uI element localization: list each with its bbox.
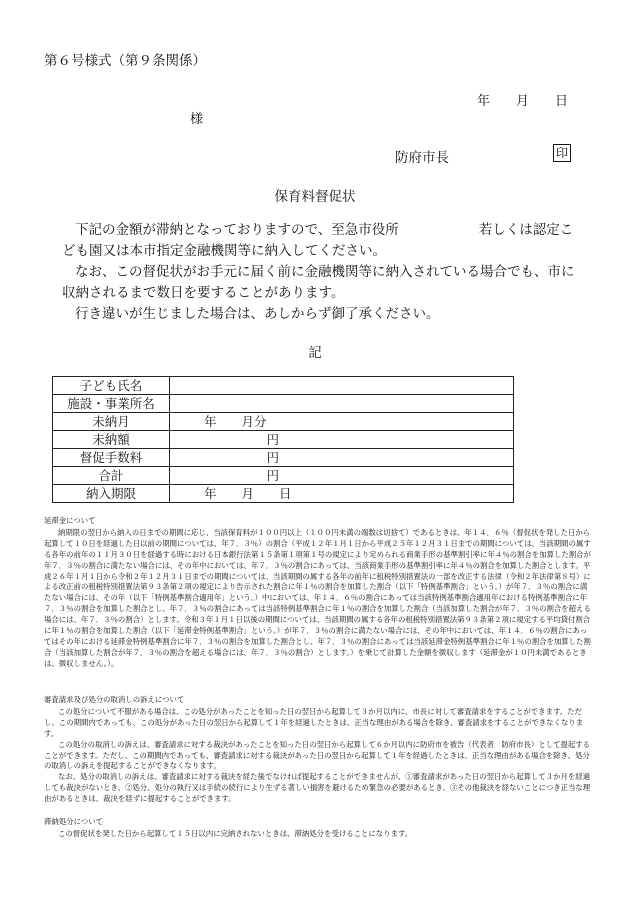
date-year-label: 年: [477, 94, 491, 109]
late-fee-heading: 延滞金について: [44, 516, 96, 525]
table-row: [53, 449, 514, 467]
document-title: 保育料督促状: [274, 189, 356, 205]
row-value: 円: [170, 431, 514, 449]
disposition-text: この督促状を発した日から起算して１５日以内に完納されないときは、滞納処分を受けることになります。: [58, 828, 413, 838]
body-paragraph-2: なお、この督促状がお手元に届く前に金融機関等に納入されている場合でも、市に収納されるまで数日を要することがあります。: [62, 264, 575, 301]
appeal-paragraph-3: なお、処分の取消しの訴えは、審査請求に対する裁決を経た後でなければ提起することができませんが、①審査請求があった日の翌日から起算して３か月を経過しても裁決がないとき、②処分、処分の執行又は手続の続行により生ずる著しい損害を避けるため緊急の必要があるとき、③その他裁決を経ないことにつき正当な理由があるときは、裁決を経ずに提起することができます。: [44, 772, 591, 804]
row-value: 年 月 日: [170, 485, 514, 503]
row-label: 未納月: [53, 413, 170, 431]
row-label: 未納額: [53, 431, 170, 449]
addressee-suffix: 様: [190, 112, 204, 127]
date-day-label: 日: [555, 94, 569, 109]
issuer-name: 防府市長: [395, 150, 449, 166]
table-row: [53, 467, 514, 485]
appeal-notes: [44, 695, 592, 805]
body-paragraph-1-part-b: 若しくは認定こども園又は本市指定金融機関等に納入してください。: [62, 222, 574, 259]
disposition-notes: [44, 817, 592, 840]
row-label: 子ども氏名: [53, 377, 170, 395]
row-value: [170, 395, 514, 413]
row-label: 施設・事業所名: [53, 395, 170, 413]
table-row: [53, 485, 514, 503]
table-row: [53, 377, 514, 395]
appeal-heading: 審査請求及び処分の取消しの訴えについて: [44, 695, 185, 704]
form-number: 第６号様式（第９条関係）: [44, 53, 206, 69]
body-paragraph-1: [62, 220, 582, 262]
row-value: [170, 377, 514, 395]
appeal-paragraph-2: この処分の取消しの訴えは、審査請求に対する裁決があったことを知った日の翌日から起算して６か月以内に防府市を被告（代表者 防府市長）として提起することができます。ただし、この期間内であっても、審査請求に対する裁決があった日の翌日から起算して１年を経過したときは、正当な理由がある場合を除き、処分の取消しの訴えを提起することができなくなります。: [44, 739, 591, 771]
late-fee-notes: [44, 516, 592, 670]
date-month-label: 月: [516, 94, 530, 109]
seal-stamp: 印: [553, 144, 571, 162]
issue-date: [477, 90, 568, 109]
table-row: [53, 413, 514, 431]
notice-body: [62, 220, 582, 325]
billing-table: [52, 376, 514, 503]
row-label: 合計: [53, 467, 170, 485]
table-row: [53, 431, 514, 449]
late-fee-text: 納期限の翌日から納入の日までの期間に応じ、当該保育料が１００円以上（１００円未満の端数は切捨て）であるときは、年１４．６％（督促状を発した日から起算して１０日を経過した日以前の期間については、年７．３％）の割合（平成１２年１月１日から平成２５年１２月３１日までの期間については、当該期間の属する各年の前年の１１月３０日を経過する時における日本銀行法第１５条第１項第１号の規定により定められる商業手形の基準割引率に年４％の割合を加算した割合が年７．３％の割合に満たない場合には、その年中においては、年７．３％の割合にあっては、当該商業手形の基準割引率に年４％の割合を加算した割合とします。平成２６年１月１日から令和２年１２月３１日までの期間については、当該期間の属する各年の前年に租税特別措置法の一部を改正する法律（令和２年法律第８号）による改正前の租税特別措置法第９３条第２項の規定により告示された割合に年１％の割合を加算した割合（以下「特例基準割合」という。）が年７．３％の割合に満たない場合には、その年（以下「特例基準割合適用年」という。）中においては、年１４．６％の割合にあっては当該特例基準割合適用年における特例基準割合に年７．３％の割合を加算した割合とし、年７．３％の割合にあっては当該特例基準割合に年１％の割合を加算した割合（当該加算した割合が年７．３％の割合を超える場合には、年７．３％の割合）とします。令和３年１月１日以後の期間については、当該期間の属する各年の租税特別措置法第９３条第２項に規定する平均貸付割合に年１％の割合を加算した割合（以下「延滞金特例基準割合」という。）が年７．３％の割合に満たない場合には、その年中においては、年１４．６％の割合にあってはその年における延滞金特例基準割合に年７．３％の割合を加算した割合とし、年７．３％の割合にあっては当該延滞金特例基準割合に年１％の割合を加算した割合（当該加算した割合が年７．３％の割合を超える場合には、年７．３％の割合）とします。）を乗じて計算した金額を徴収します（延滞金が１０円未満であるときは、徴収しません。）。: [44, 527, 591, 668]
row-label: 督促手数料: [53, 449, 170, 467]
body-paragraph-1-part-a: 下記の金額が滞納となっておりますので、至急市役所: [75, 222, 399, 238]
ki-heading: 記: [308, 345, 322, 361]
row-value: 年 月分: [170, 413, 514, 431]
row-value: 円: [170, 449, 514, 467]
row-value: 円: [170, 467, 514, 485]
appeal-paragraph-1: この処分について不服がある場合は、この処分があったことを知った日の翌日から起算して３か月以内に、市長に対して審査請求をすることができます。ただし、この期間内であっても、この処分があった日の翌日から起算して１年を経過したときは、正当な理由がある場合を除き、審査請求をすることができなくなります。: [44, 706, 584, 738]
row-label: 納入期限: [53, 485, 170, 503]
body-paragraph-3: 行き違いが生じました場合は、あしからず御了承ください。: [75, 306, 440, 322]
table-row: [53, 395, 514, 413]
disposition-heading: 滞納処分について: [44, 817, 103, 826]
